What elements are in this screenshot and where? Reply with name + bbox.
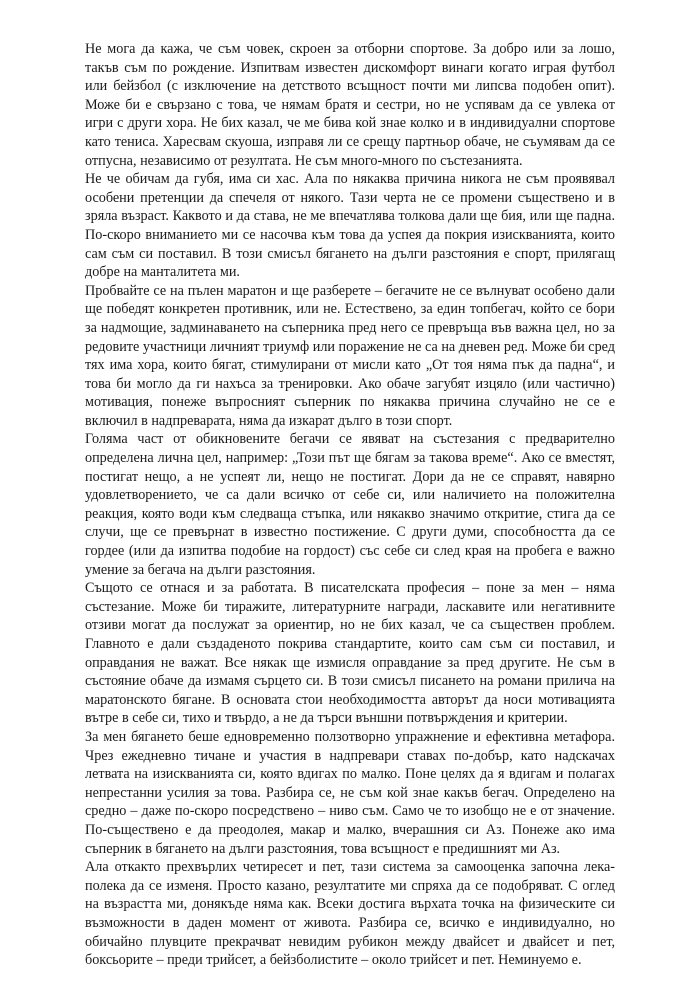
paragraph-5: Същото се отнася и за работата. В писателската професия – поне за мен – няма състезание. Може би тиражите, литературните награди, ласкавите или негативните отзиви могат да послужат за ориентир, но не бих казал, че са съществен проблем. Главното е дали създаденото покрива стандартите, които сам съм си поставил, и оправдания не важат. Все някак ще измисля оправдание за пред другите. Не съм в състояние обаче да измамя сърцето си. В този смисъл писането на романи прилича на маратонското бягане. В основата стои необходимостта авторът да носи мотивацията вътре в себе си, тихо и твърдо, а не да търси външни потвърждения и критерии. [85,580,615,727]
paragraph-6: За мен бягането беше едновременно ползотворно упражнение и ефективна метафора. Чрез ежедневно тичане и участия в надпревари ставах по-добър, като надскачах летвата на изискванията си, която вдигах по малко. Поне целях да я вдигам и полагах непрестанни усилия за това. Разбира се, не съм кой знае какъв бегач. Определено на средно – даже по-скоро посредствено – ниво съм. Само че то изобщо не е от значение. По-съществено е да преодолея, макар и малко, вчерашния си Аз. Понеже ако има съперник в бягането на дълги разстояния, това всъщност е предишният ми Аз. [85,728,615,857]
document-body [85,40,615,970]
paragraph-3: Пробвайте се на пълен маратон и ще разберете – бегачите не се вълнуват особено дали ще победят конкретен противник, или не. Естествено, за един топбегач, който се бори за надмощие, задминаването на съперника пред него се превръща във важна цел, но за редовите участници личният триумф или поражение не са на дневен ред. Може би сред тях има хора, които бягат, стимулирани от мисли като „От тоя няма пък да падна“, и това би могло да ги нахъса за тренировки. Ако обаче загубят изцяло (или частично) мотивация, понеже въпросният съперник по някаква причина случайно не се е включил в надпреварата, няма да изкарат дълго в този спорт. [85,282,615,429]
paragraph-4: Голяма част от обикновените бегачи се явяват на състезания с предварително определена лична цел, например: „Този път ще бягам за такова време“. Ако се вместят, постигат нещо, а не успеят ли, нещо не постигат. Дори да не се справят, навярно удовлетворението, че са дали всичко от себе си, или наличието на положителна реакция, която води към следваща стъпка, или някакво значимо откритие, стига да се случи, ще се превърнат в известно постижение. С други думи, способността да се гордее (или да изпитва подобие на гордост) със себе си след края на пробега е важно умение за бегача на дълги разстояния. [85,431,615,578]
paragraph-2: Не че обичам да губя, има си хас. Ала по някаква причина никога не съм проявявал особени претенции да спечеля от някого. Тази черта не се промени съществено и в зряла възраст. Каквото и да става, не ме впечатлява толкова дали ще бия, или ще падна. По-скоро вниманието ми се насочва към това да успея да покрия изискванията, които сам съм си поставил. В този смисъл бягането на дълги разстояния е спорт, прилягащ добре на манталитета ми. [85,171,615,281]
paragraph-7: Ала откакто прехвърлих четиресет и пет, тази система за самооценка започна лека-полека да се изменя. Просто казано, резултатите ми спряха да се подобряват. С оглед на възрастта ми, донякъде няма как. Всеки достига върхата точка на физическите си възможности в даден момент от живота. Разбира се, всичко е индивидуално, но обичайно плувците прекрачват невидим рубикон между двайсет и двайсет и пет, боксьорите – преди трийсет, а бейзболистите – около трийсет и пет. Неминуемо е. [85,859,615,969]
paragraph-1: Не мога да кажа, че съм човек, скроен за отборни спортове. За добро или за лошо, такъв съм по рождение. Изпитвам известен дискомфорт винаги когато играя футбол или бейзбол (с изключение на детството всъщност почти ми липсва подобен опит). Може би е свързано с това, че нямам братя и сестри, но не успявам да се увлека от игри с други хора. Не бих казал, че ме бива кой знае колко и в индивидуални спортове като тениса. Харесвам скуоша, изправя ли се срещу партньор обаче, не съумявам да се отпусна, независимо от резултата. Не съм много-много по състезанията. [85,41,615,169]
